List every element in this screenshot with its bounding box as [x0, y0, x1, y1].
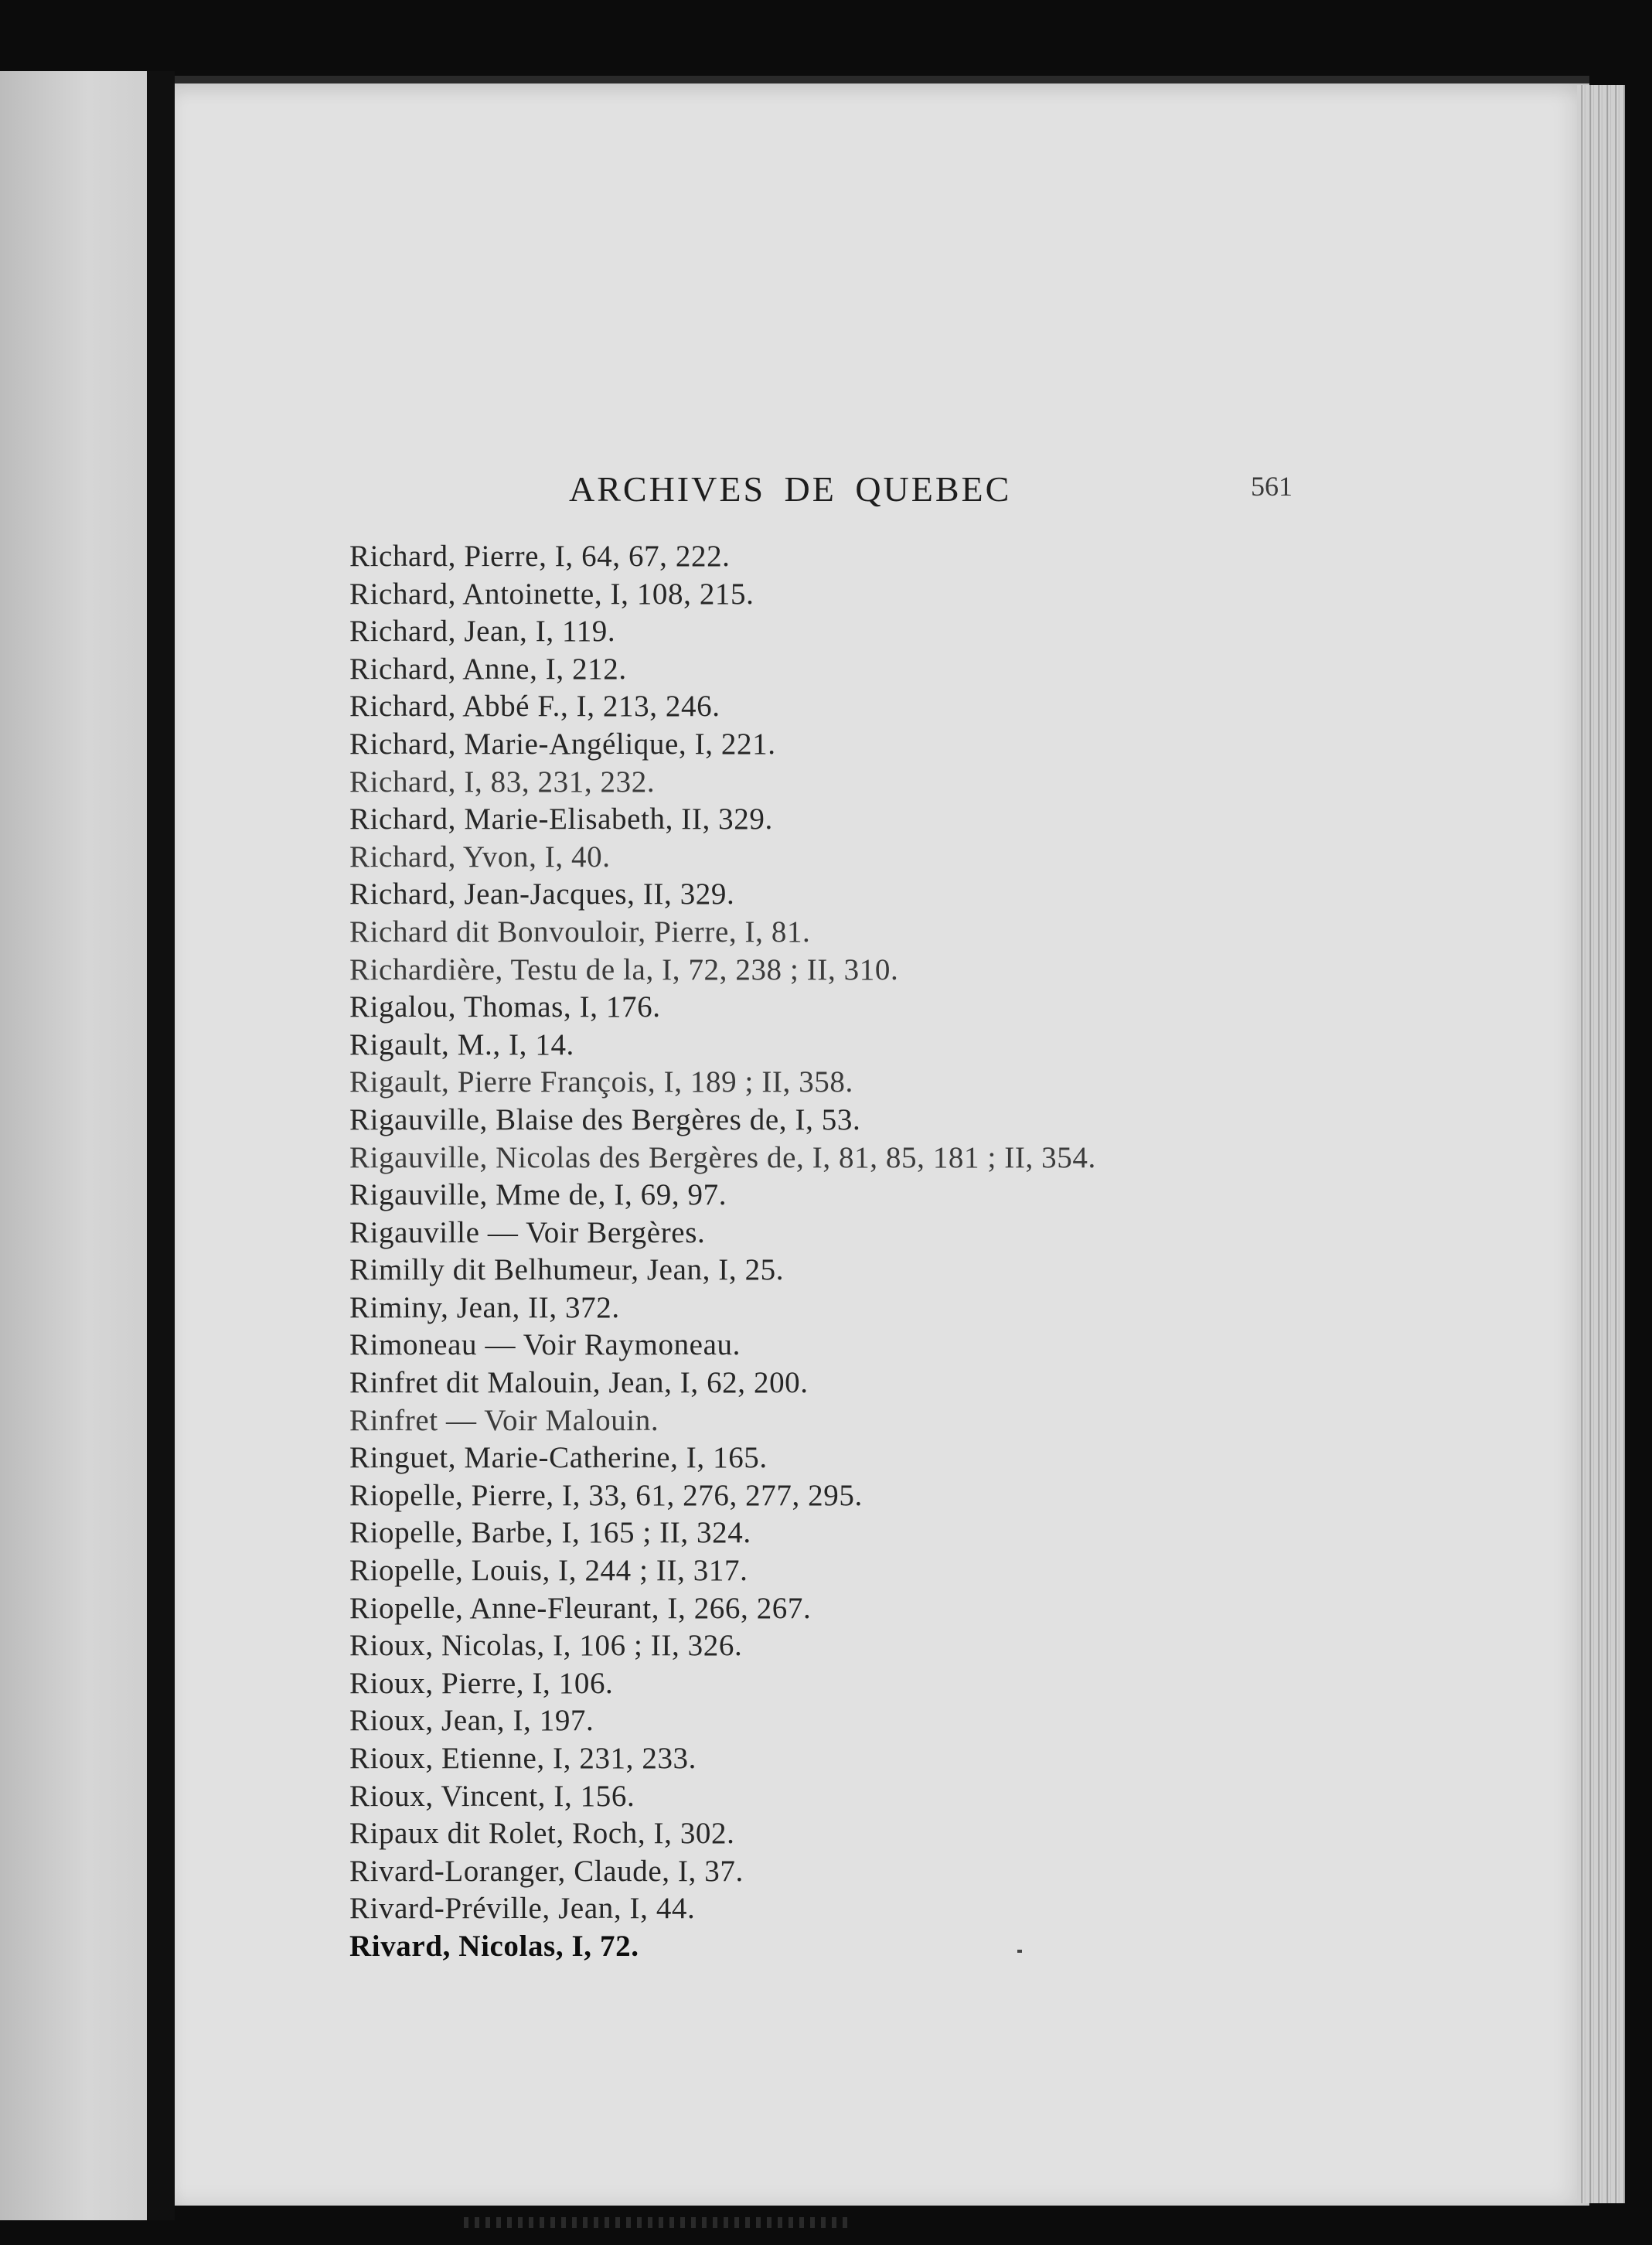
page-number: 561	[1251, 471, 1293, 502]
index-entry: Rinfret — Voir Malouin.	[349, 1403, 659, 1437]
index-entry: Rimilly dit Belhumeur, Jean, I, 25.	[349, 1253, 785, 1287]
index-entry: Rivard-Loranger, Claude, I, 37.	[349, 1854, 744, 1888]
index-entry: Rivard, Nicolas, I, 72.	[349, 1929, 639, 1963]
index-entry: Rioux, Etienne, I, 231, 233.	[349, 1742, 697, 1775]
index-entry: Rigauville, Mme de, I, 69, 97.	[349, 1178, 727, 1212]
index-entry: Richard, Marie-Angélique, I, 221.	[349, 727, 776, 761]
running-head: ARCHIVES DE QUEBEC	[569, 469, 1012, 509]
index-entry: Rioux, Jean, I, 197.	[349, 1704, 594, 1738]
index-entry: Ringuet, Marie-Catherine, I, 165.	[349, 1441, 768, 1475]
index-entry: Rigault, M., I, 14.	[349, 1027, 574, 1061]
index-entry: Ripaux dit Rolet, Roch, I, 302.	[349, 1817, 735, 1851]
index-entry-list	[349, 538, 1555, 1966]
facing-page-edge	[0, 71, 147, 2220]
index-entry: Richard, Jean, I, 119.	[349, 615, 616, 649]
index-entry: Richard, Jean-Jacques, II, 329.	[349, 877, 735, 911]
index-entry: Rimoneau — Voir Raymoneau.	[349, 1328, 741, 1362]
page-header	[175, 468, 1589, 515]
index-entry: Richard dit Bonvouloir, Pierre, I, 81.	[349, 915, 811, 949]
index-entry: Richardière, Testu de la, I, 72, 238 ; II, 310.	[349, 952, 899, 986]
index-page	[175, 83, 1589, 2206]
index-entry: Rioux, Pierre, I, 106.	[349, 1666, 614, 1700]
index-entry: Riminy, Jean, II, 372.	[349, 1290, 620, 1324]
page-stack-edge	[1577, 85, 1625, 2203]
book-gutter	[147, 71, 175, 2220]
index-entry: Richard, Abbé F., I, 213, 246.	[349, 690, 720, 724]
index-entry: Rigauville, Nicolas des Bergères de, I, 81, 85, 181 ; II, 354.	[349, 1140, 1096, 1174]
index-entry: Rigauville, Blaise des Bergères de, I, 53.	[349, 1102, 861, 1136]
index-entry: Rigault, Pierre François, I, 189 ; II, 358.	[349, 1065, 853, 1099]
index-entry: Richard, Anne, I, 212.	[349, 652, 627, 686]
index-entry: Richard, Antoinette, I, 108, 215.	[349, 577, 754, 611]
index-entry: Rioux, Vincent, I, 156.	[349, 1779, 635, 1813]
index-entry: Richard, I, 83, 231, 232.	[349, 765, 656, 799]
index-entry: Riopelle, Barbe, I, 165 ; II, 324.	[349, 1516, 751, 1550]
scan-artifact	[464, 2217, 850, 2228]
index-entry: Rinfret dit Malouin, Jean, I, 62, 200.	[349, 1366, 809, 1400]
index-entry: Riopelle, Louis, I, 244 ; II, 317.	[349, 1554, 748, 1588]
index-entry: Riopelle, Anne-Fleurant, I, 266, 267.	[349, 1591, 812, 1625]
index-entry: Rigauville — Voir Bergères.	[349, 1215, 706, 1249]
index-entry: Rigalou, Thomas, I, 176.	[349, 990, 661, 1024]
ink-speck	[1017, 1950, 1022, 1953]
index-entry: Richard, Yvon, I, 40.	[349, 840, 611, 874]
index-entry: Rivard-Préville, Jean, I, 44.	[349, 1892, 696, 1926]
index-entry: Richard, Pierre, I, 64, 67, 222.	[349, 540, 731, 573]
index-entry: Rioux, Nicolas, I, 106 ; II, 326.	[349, 1629, 743, 1663]
index-entry: Richard, Marie-Elisabeth, II, 329.	[349, 802, 773, 836]
index-entry: Riopelle, Pierre, I, 33, 61, 276, 277, 295.	[349, 1478, 863, 1512]
